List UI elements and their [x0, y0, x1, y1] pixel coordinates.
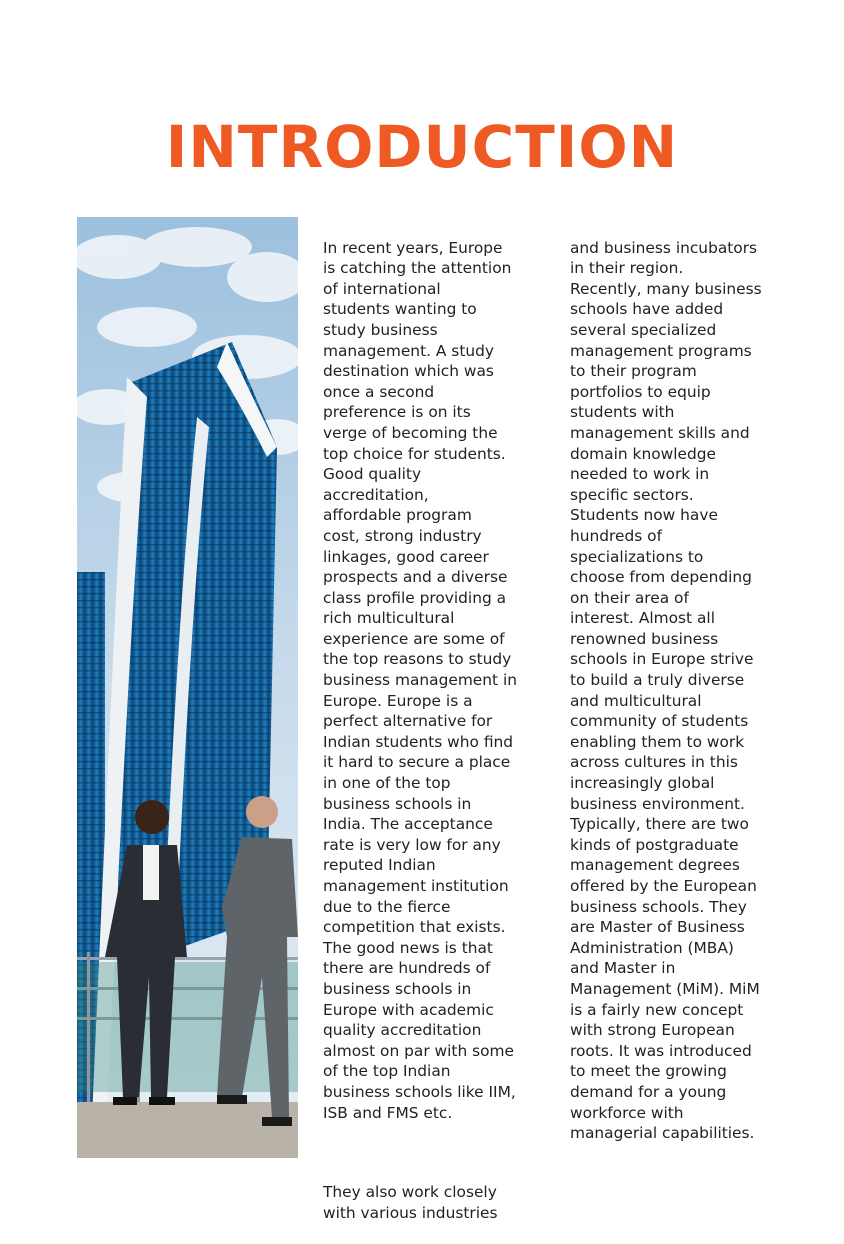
intro-paragraph-3: and business incubators in their region. Recently, many business schools have added several specialized management programs to their program portfolios to equip students with management skills and domain knowledge needed to work in specific sectors. Students now have hundreds of specializations to choose from depending on their area of interest. Almost all renowned business schools in Europe strive to build a truly diverse and multicultural community of students enabling them to work across cultures in this increasingly global business environment. Typically, there are two kinds of postgraduate management degrees offered by the European business schools. They are Master of Business Administration (MBA) and Master in Management (MiM). MiM is a fairly new concept with strong European roots. It was introduced to meet the growing demand for a young workforce with managerial capabilities.: [570, 238, 762, 1143]
intro-paragraph-2: They also work closely with various industries: [323, 1183, 498, 1222]
text-column-left: [323, 217, 528, 1244]
text-column-right: [570, 217, 775, 1164]
page-title: INTRODUCTION: [165, 113, 679, 181]
intro-paragraph-1: In recent years, Europe is catching the attention of international students wanting to study business management. A study destination which was once a second preference is on its verge of becoming the top choice for students. Good quality accreditation, affordable program cost, strong industry linkages, good career prospects and a diverse class profile providing a rich multicultural experience are some of the top reasons to study business management in Europe. Europe is a perfect alternative for Indian students who find it hard to secure a place in one of the top business schools in India. The acceptance rate is very low for any reputed Indian management institution due to the fierce competition that exists. The good news is that there are hundreds of business schools in Europe with academic quality accreditation almost on par with some of the top Indian business schools like IIM, ISB and FMS etc.: [323, 238, 517, 1122]
skyscraper-businessmen-photo: [77, 217, 298, 1158]
